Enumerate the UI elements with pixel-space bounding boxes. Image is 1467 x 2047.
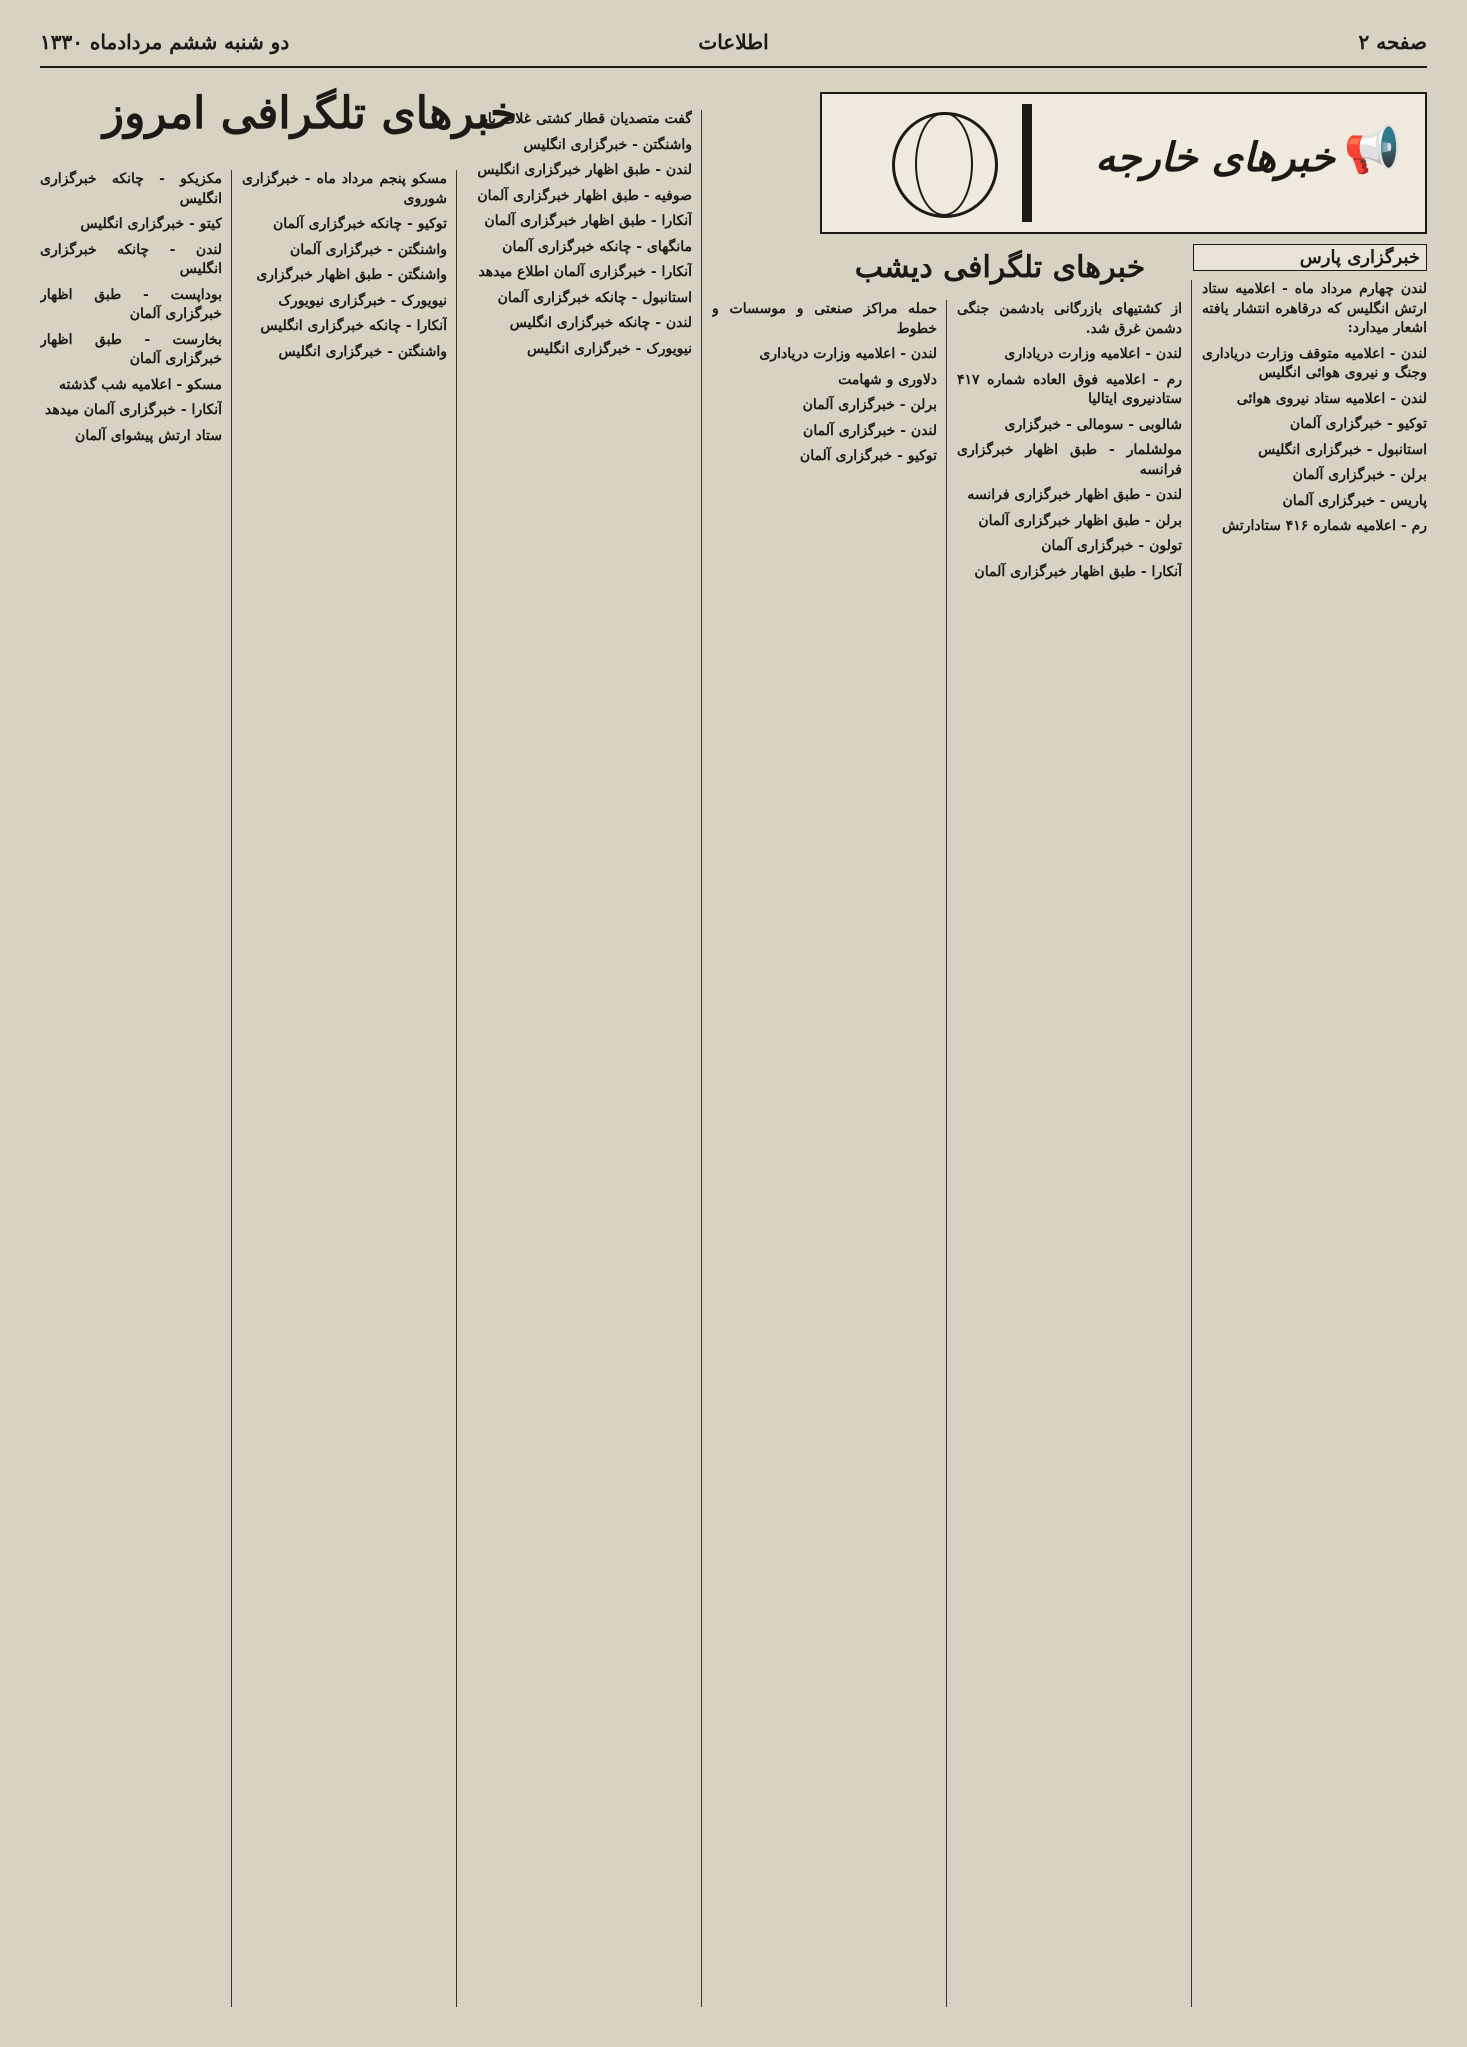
date-line: دو شنبه ششم مردادماه ۱۳۳۰ (40, 30, 290, 54)
column-item: ستاد ارتش پیشوای آلمان (75, 427, 222, 444)
column-item: استانبول - خبرگزاری انگلیس (1258, 441, 1427, 458)
last-night-telegraph-heading: خبرهای تلگرافی دیشب (854, 250, 1146, 285)
column-item: لندن - چانکه خبرگزاری انگلیس (40, 241, 222, 277)
today-telegraph-heading: خبرهای تلگرافی امروز (102, 88, 518, 139)
column-item: نیویورک - خبرگزاری انگلیس (526, 340, 692, 357)
column-item: مسکو پنجم مرداد ماه - خبرگزاری شوروی (242, 171, 447, 207)
column-item: لندن - چانکه خبرگزاری انگلیس (509, 315, 692, 331)
column-item: لندن - خبرگزاری آلمان (803, 422, 937, 439)
column-item: مانگهای - چانکه خبرگزاری آلمان (502, 238, 692, 255)
column-divider (456, 170, 457, 2007)
page-header (40, 24, 1427, 60)
column-item: لندن - اعلامیه وزارت دریاداری (1004, 346, 1182, 362)
column-item: مکزیکو - چانکه خبرگزاری انگلیس (40, 171, 222, 207)
column-item: آنکارا - خبرگزاری آلمان اطلاع میدهد (478, 264, 692, 280)
column-item: استانبول - چانکه خبرگزاری آلمان (497, 289, 692, 306)
column-item: لندن - اعلامیه ستاد نیروی هوائی (1236, 390, 1427, 407)
column-item: مسکو - اعلامیه شب گذشته (58, 376, 222, 393)
column-item: آنکارا - خبرگزاری آلمان میدهد (45, 402, 222, 418)
column-item: لندن چهارم مرداد ماه - اعلامیه ستاد ارتش انگلیس که درقاهره انتشار یافته اشعار میدارد: (1202, 281, 1427, 336)
column-item: نیویورک - خبرگزاری نیویورک (278, 292, 447, 309)
column-item: رم - اعلامیه شماره ۴۱۶ ستادارتش (1221, 518, 1427, 534)
column-item: برلن - طبق اظهار خبرگزاری آلمان (978, 512, 1182, 529)
column-item: بخارست - طبق اظهار خبرگزاری آلمان (40, 331, 222, 367)
column-item: توکیو - چانکه خبرگزاری آلمان (272, 216, 447, 232)
column-item: توکیو - خبرگزاری آلمان (1289, 416, 1427, 432)
column-item: تولون - خبرگزاری آلمان (1041, 538, 1182, 554)
column-divider (1191, 280, 1192, 2007)
column-item: گفت متصدیان قطار کشتی غلاف بار (481, 111, 692, 127)
publication-name: اطلاعات (698, 30, 769, 54)
column-item: آنکارا - چانکه خبرگزاری انگلیس (260, 318, 447, 334)
column-3 (712, 300, 937, 2007)
pars-agency-label: خبرگزاری پارس (1193, 244, 1427, 271)
column-item: آنکارا - طبق اظهار خبرگزاری آلمان (974, 563, 1182, 580)
column-item: واشنگتن - خبرگزاری انگلیس (278, 343, 447, 360)
column-item: واشنگتن - خبرگزاری آلمان (289, 241, 447, 258)
column-item: دلاوری و شهامت (838, 371, 937, 388)
foreign-news-banner (820, 92, 1427, 234)
column-item: لندن - اعلامیه وزارت دریاداری (759, 346, 937, 362)
column-item: مولشلمار - طبق اظهار خبرگزاری فرانسه (957, 442, 1182, 478)
column-item: شالوبی - سومالی - خبرگزاری (1004, 416, 1182, 433)
column-divider (701, 110, 702, 2007)
page-number: صفحه ۲ (1358, 30, 1427, 54)
column-item: برلن - خبرگزاری آلمان (1292, 467, 1427, 483)
column-1 (1202, 280, 1427, 2007)
column-item: واشنگتن - خبرگزاری انگلیس (523, 136, 692, 153)
globe-icon (892, 112, 998, 218)
banner-title: خبرهای خارجه (1095, 134, 1335, 181)
column-item: توکیو - خبرگزاری آلمان (799, 448, 937, 464)
column-divider (231, 170, 232, 2007)
loudspeaker-icon: 📢 (1343, 122, 1401, 176)
column-item: واشنگتن - طبق اظهار خبرگزاری (256, 267, 447, 283)
column-item: کیتو - خبرگزاری انگلیس (80, 216, 222, 232)
column-item: پاریس - خبرگزاری آلمان (1282, 492, 1427, 509)
radio-mast-icon (1022, 104, 1032, 222)
header-rule (40, 66, 1427, 68)
column-item: از کشتیهای بازرگانی بادشمن جنگی دشمن غرق شد. (957, 301, 1182, 337)
column-item: لندن - طبق اظهار خبرگزاری فرانسه (967, 487, 1182, 503)
column-5 (242, 170, 447, 2007)
column-item: رم - اعلامیه فوق العاده شماره ۴۱۷ ستادنیروی ایتالیا (957, 371, 1182, 407)
column-divider (946, 300, 947, 2007)
column-2 (957, 300, 1182, 2007)
column-item: صوفیه - طبق اظهار خبرگزاری آلمان (477, 187, 692, 204)
column-item: بوداپست - طبق اظهار خبرگزاری آلمان (40, 286, 222, 322)
column-item: برلن - خبرگزاری آلمان (802, 397, 937, 413)
column-item: آنکارا - طبق اظهار خبرگزاری آلمان (484, 213, 692, 229)
column-item: حمله مراکز صنعتی و موسسات و خطوط (712, 301, 937, 337)
column-4 (467, 110, 692, 2007)
column-6 (40, 170, 222, 2007)
column-item: لندن - اعلامیه متوقف وزارت دریاداری وجنگ و نیروی هوائی انگلیس (1202, 345, 1427, 381)
column-item: لندن - طبق اظهار خبرگزاری انگلیس (477, 162, 692, 178)
